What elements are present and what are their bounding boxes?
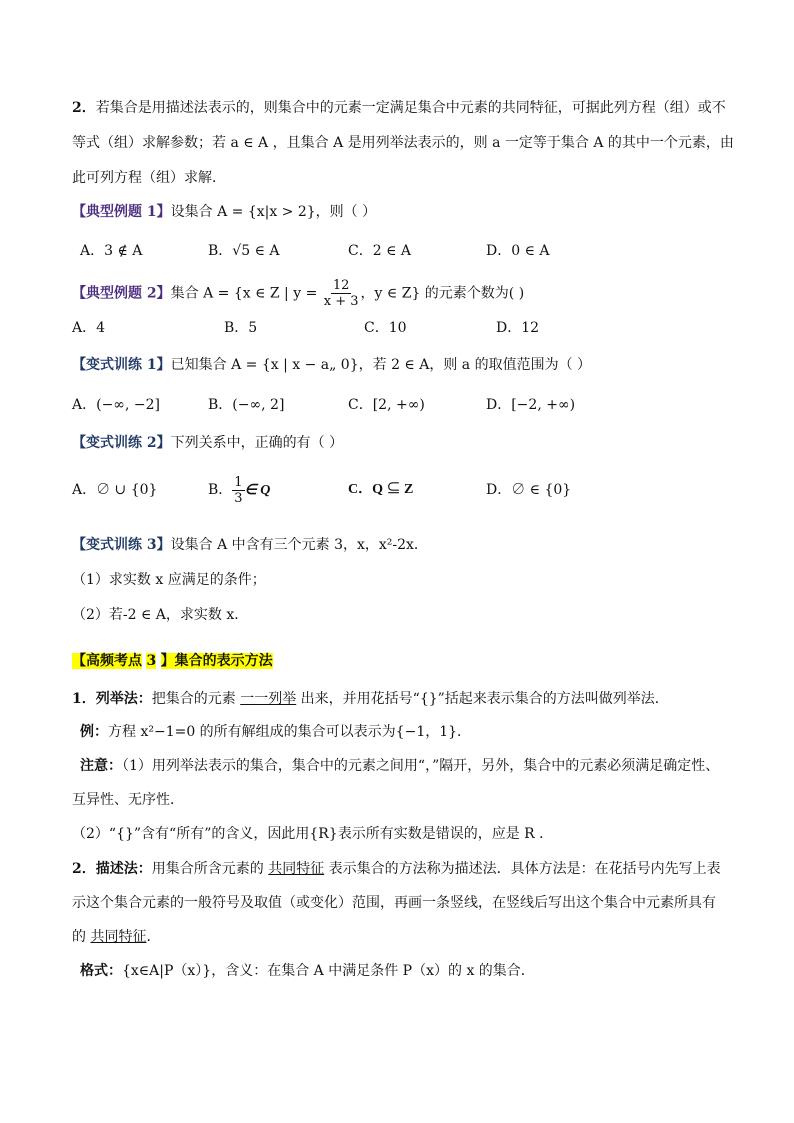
option-b-prefix: B．: [208, 482, 233, 498]
method-2-number: 2．: [72, 861, 96, 877]
variant-2-option-c[interactable]: C．Q ⊆ Z: [348, 482, 414, 497]
section-3-heading: [72, 651, 273, 671]
example-text: 方程 x²−1=0 的所有解组成的集合可以表示为{−1，1}．: [108, 724, 472, 740]
variant-2-label: 【变式训练 2】: [72, 435, 171, 451]
method-1-example: [80, 722, 471, 742]
variant-3-label: 【变式训练 3】: [72, 537, 171, 553]
variant-2-option-a[interactable]: A．∅ ∪ {0}: [72, 482, 158, 498]
method-2-text-a: 用集合所含元素的: [151, 861, 264, 877]
method-1-title: 列举法：: [95, 691, 152, 707]
variant-1-option-c[interactable]: C．[2, +∞): [348, 397, 425, 413]
example-1-question: [72, 202, 376, 222]
example-2-suffix: ，y ∈ Z} 的元素个数为( ): [360, 285, 525, 302]
example-1-option-b[interactable]: B．√5 ∈ A: [208, 243, 280, 259]
fraction-denominator: x + 3: [323, 294, 359, 309]
intro-line-3: 此可列方程（组）求解．: [72, 170, 226, 186]
variant-2-question: [72, 433, 343, 453]
variant-1-option-b[interactable]: B．(−∞, 2]: [208, 397, 285, 413]
method-2-line-1: [72, 859, 721, 879]
method-1-underline: 一一列举: [240, 691, 297, 707]
method-2-underline-1: 共同特征: [268, 861, 325, 877]
example-2-option-c[interactable]: C．10: [364, 320, 407, 336]
method-2-text-b: 表示集合的方法称为描述法．具体方法是：在花括号内先写上表: [328, 861, 721, 877]
method-1-text-a: 把集合的元素: [151, 691, 236, 707]
variant-2-text: 下列关系中，正确的有（ ）: [170, 435, 344, 451]
variant-1-text: 已知集合 A = {x | x − a„ 0}，若 2 ∈ A，则 a 的取值范围为（ ）: [170, 357, 592, 373]
example-1-option-d[interactable]: D．0 ∈ A: [486, 243, 550, 259]
format-label: 格式：: [80, 963, 122, 979]
intro-line-1: [72, 98, 726, 118]
option-b-fraction: [232, 475, 244, 506]
fraction-denominator: 3: [234, 490, 243, 506]
method-1-line: [72, 689, 669, 709]
example-1-option-c[interactable]: C．2 ∈ A: [348, 243, 411, 259]
method-1-number: 1．: [72, 691, 96, 707]
method-2-underline-2: 共同特征: [90, 929, 147, 945]
method-2-line-2: 示这个集合元素的一般符号及取值（或变化）范围，再画一条竖线，在竖线后写出这个集合中元素所具有: [72, 895, 716, 911]
example-2-label: 【典型例题 2】: [72, 285, 171, 302]
example-2-fraction: [322, 278, 361, 309]
method-2-format: [80, 961, 535, 981]
example-2-question: [72, 278, 524, 309]
note-1-text: （1）用列举法表示的集合，集合中的元素之间用“，”隔开，另外，集合中的元素必须满足确定性、: [122, 758, 720, 774]
method-2-line-3b: ．: [146, 929, 161, 945]
intro-line-2: 等式（组）求解参数；若 a ∈ A ，且集合 A 是用列举法表示的，则 a 一定等于集合 A 的其中一个元素，由: [72, 135, 734, 151]
fraction-numerator: 1: [234, 474, 243, 490]
section-label-num: 3: [146, 653, 157, 669]
variant-3-question: [72, 535, 428, 555]
example-2-option-d[interactable]: D．12: [496, 320, 540, 336]
method-1-text-b: 出来，并用花括号“{}”括起来表示集合的方法叫做列举法．: [300, 691, 669, 707]
variant-3-q1: （1）求实数 x 应满足的条件；: [72, 572, 266, 588]
example-label: 例：: [80, 724, 108, 740]
section-label-b: 】集合的表示方法: [160, 653, 273, 669]
variant-3-q2: （2）若-2 ∈ A，求实数 x．: [72, 607, 249, 623]
method-1-note-2: （2）“{}”含有“所有”的含义，因此用{R}表示所有实数是错误的，应是 R ．: [72, 826, 554, 842]
variant-1-question: [72, 355, 591, 375]
variant-3-text: 设集合 A 中含有三个元素 3，x，x²-2x．: [170, 537, 428, 553]
method-2-title: 描述法：: [95, 861, 152, 877]
variant-1-option-a[interactable]: A．(−∞, −2]: [72, 397, 160, 413]
fraction-numerator: 12: [332, 278, 350, 293]
variant-1-label: 【变式训练 1】: [72, 357, 171, 373]
intro-number: 2．: [72, 100, 96, 116]
example-2-prefix: 集合 A = {x ∈ Z | y =: [170, 285, 322, 302]
example-2-option-b[interactable]: B．5: [224, 320, 258, 336]
method-2-line-3a: 的: [72, 929, 86, 945]
format-text: {x∈A|P（x）}，含义：在集合 A 中满足条件 P（x）的 x 的集合．: [122, 963, 535, 979]
variant-1-option-d[interactable]: D．[−2, +∞): [486, 397, 576, 413]
example-2-option-a[interactable]: A．4: [72, 320, 106, 336]
example-1-option-a[interactable]: A．3 ∉ A: [80, 243, 143, 259]
method-1-note-1a: [80, 756, 719, 776]
example-1-text: 设集合 A = {x|x > 2}，则（ ）: [170, 204, 377, 220]
note-label: 注意：: [80, 758, 122, 774]
example-1-label: 【典型例题 1】: [72, 204, 171, 220]
section-label-a: 【高频考点: [72, 653, 142, 669]
method-1-note-1b: 互异性、无序性．: [72, 792, 184, 808]
method-2-line-3: [72, 927, 160, 947]
option-b-suffix: ∈ Q: [244, 483, 271, 498]
variant-2-option-d[interactable]: D．∅ ∈ {0}: [486, 482, 572, 498]
variant-2-option-b[interactable]: [208, 470, 270, 511]
intro-text-1: 若集合是用描述法表示的，则集合中的元素一定满足集合中元素的共同特征，可据此列方程（组）或不: [95, 100, 726, 116]
